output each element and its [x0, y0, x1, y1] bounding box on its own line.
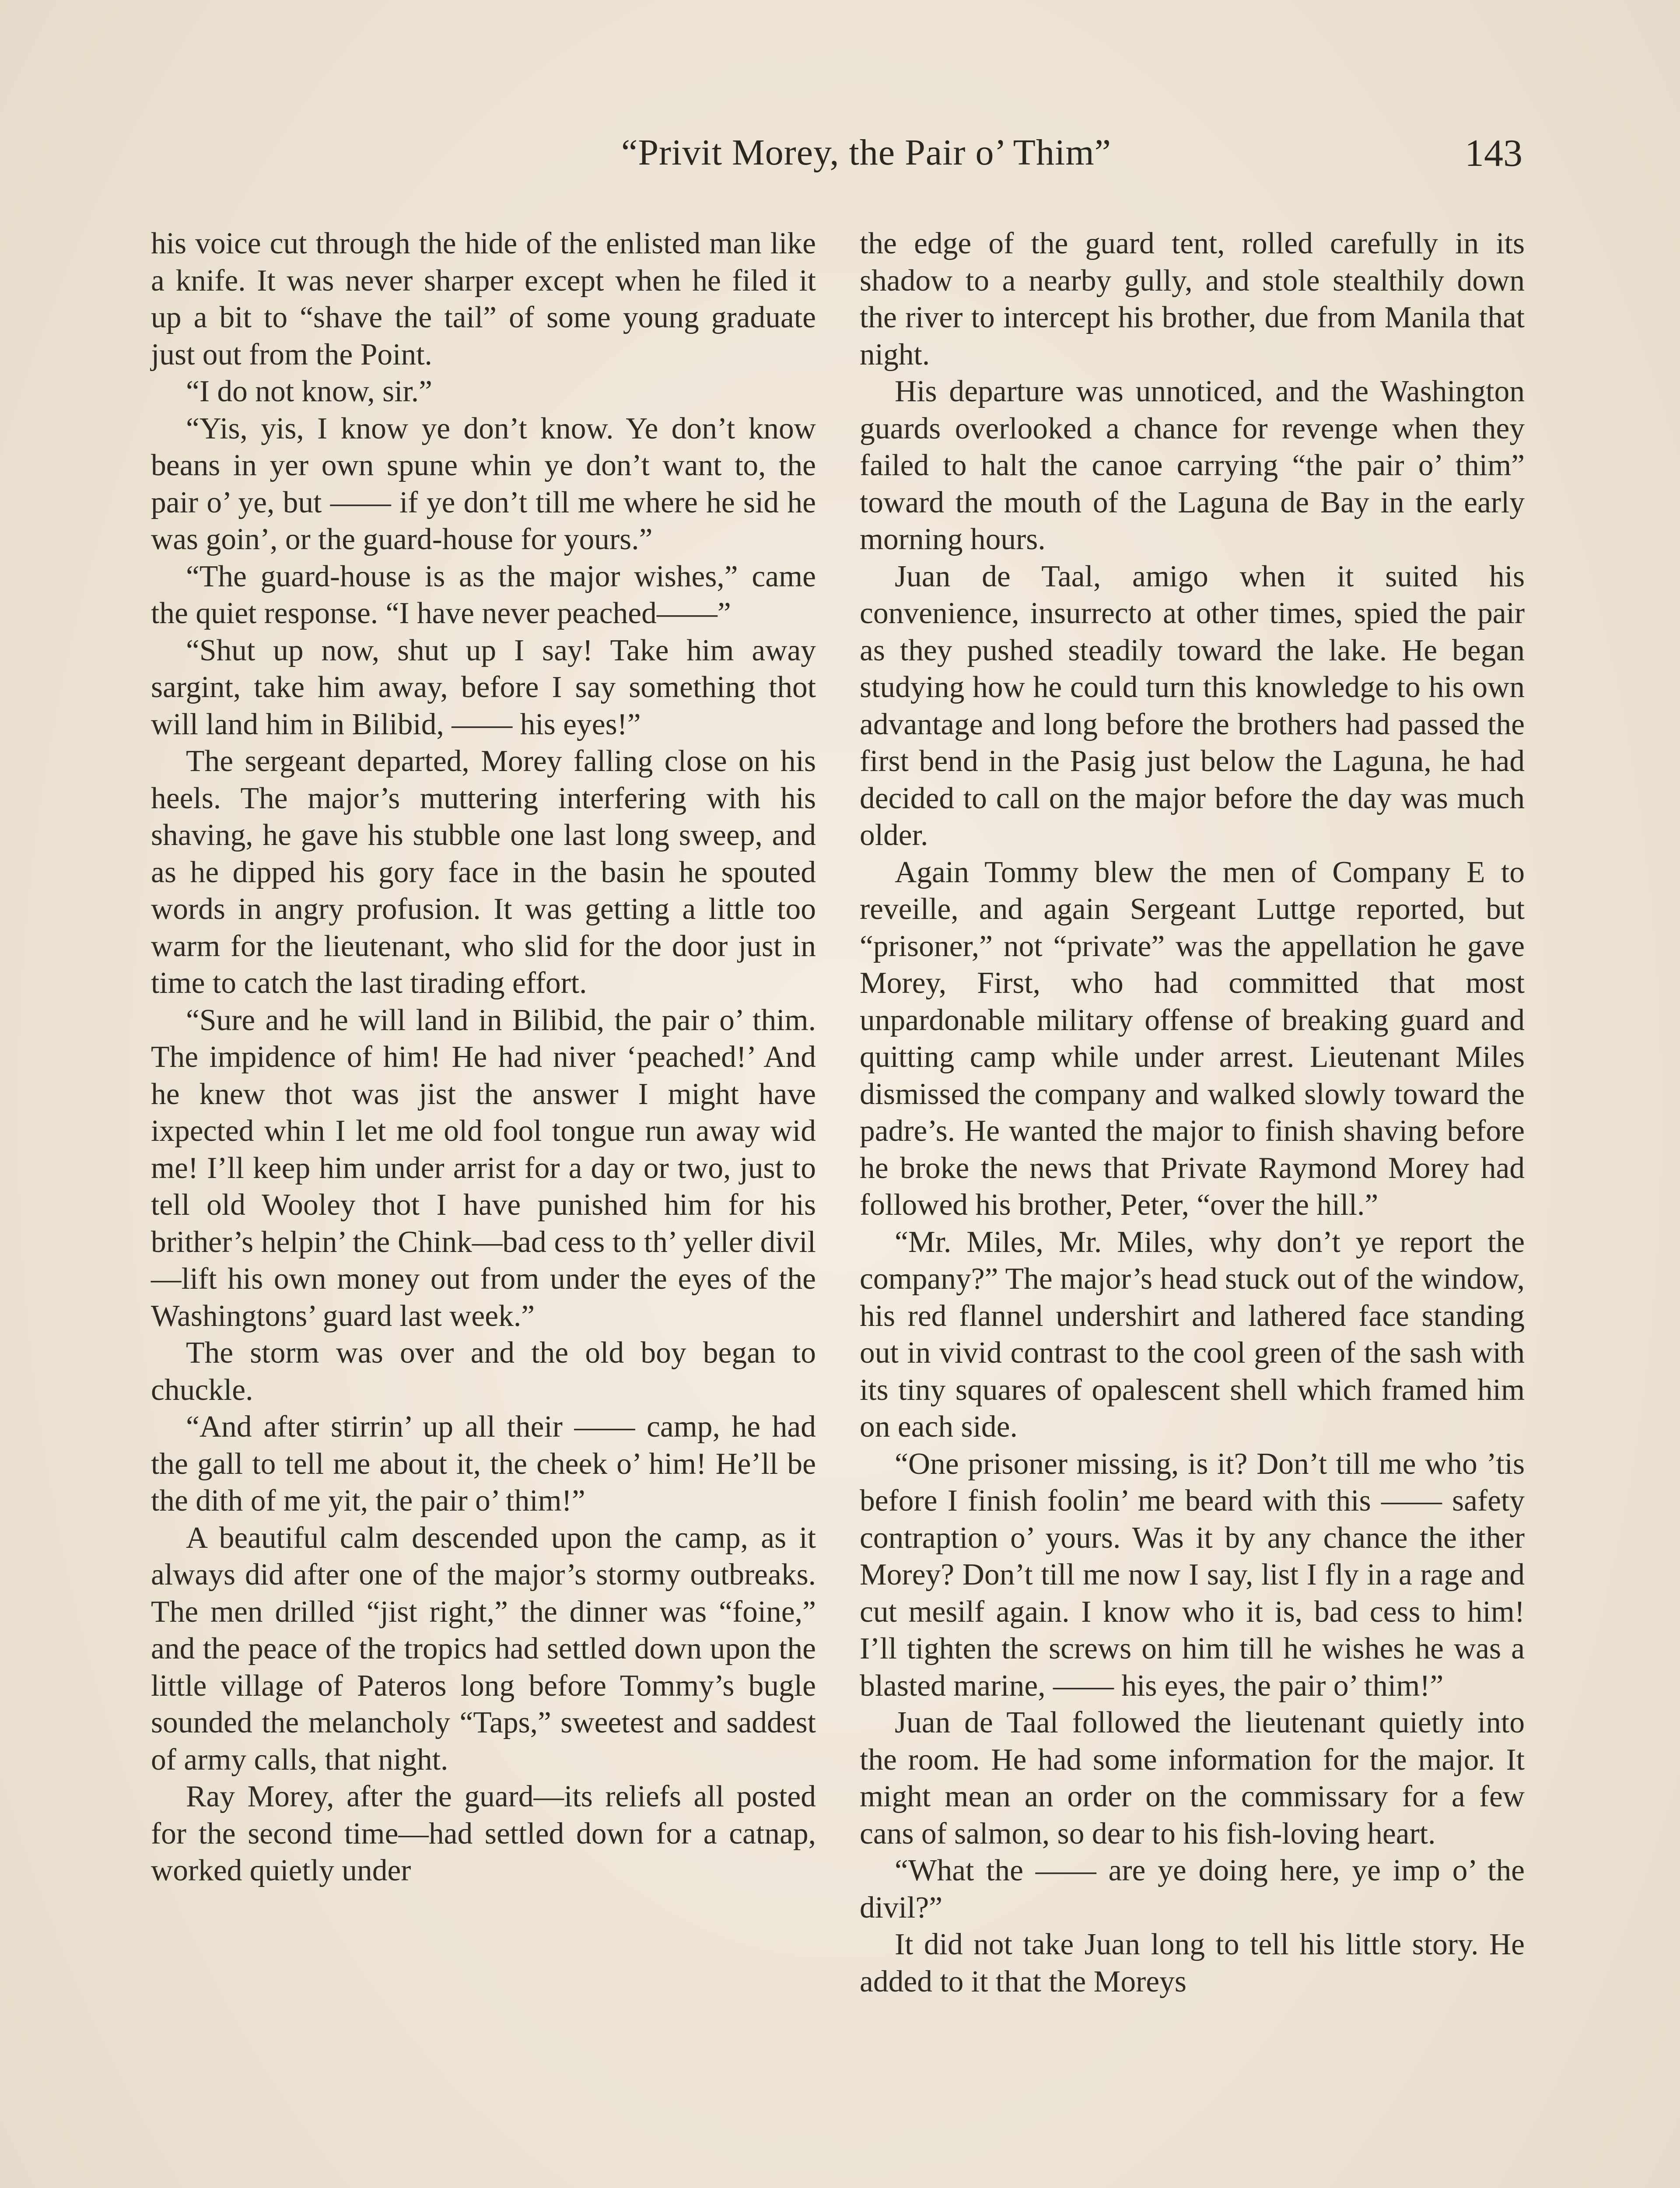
paragraph: The storm was over and the old boy began to chuckle. [151, 1336, 816, 1407]
paragraph: “I do not know, sir.” [186, 375, 432, 408]
right-column [860, 225, 1525, 2000]
paragraph: “One prisoner missing, is it? Don’t till me who ’tis before I finish foolin’ me beard with this —— safety contraption o’ yours. Was it by any chance the ither Morey? Don’t till me now I say, list I fly in a rage and cut mesilf again. I know who it is, bad cess to him! I’ll tighten the screws on him till he wishes he was a blasted marine, —— his eyes, the pair o’ thim!” [860, 1447, 1525, 1703]
paragraph: “The guard-house is as the major wishes,” came the quiet response. “I have never peached——” [151, 559, 816, 630]
left-column [151, 225, 816, 1890]
paragraph: “Shut up now, shut up I say! Take him away sargint, take him away, before I say something thot will land him in Bilibid, —— his eyes!” [151, 633, 816, 741]
paragraph: his voice cut through the hide of the enlisted man like a knife. It was never sharper except when he filed it up a bit to “shave the tail” of some young graduate just out from the Point. [151, 227, 816, 372]
paragraph: “And after stirrin’ up all their —— camp, he had the gall to tell me about it, the cheek o’ him! He’ll be the dith of me yit, the pair o’ thim!” [151, 1410, 816, 1518]
paragraph: It did not take Juan long to tell his little story. He added to it that the Moreys [860, 1928, 1525, 1999]
paragraph: A beautiful calm descended upon the camp, as it always did after one of the major’s stormy outbreaks. The men drilled “jist right,” the dinner was “foine,” and the peace of the tropics had settled down upon the little village of Pateros long before Tommy’s bugle sounded the melancholy “Taps,” sweetest and saddest of army calls, that night. [151, 1521, 816, 1777]
paragraph: Juan de Taal followed the lieutenant quietly into the room. He had some information for the major. It might mean an order on the commissary for a few cans of salmon, so dear to his fish-loving heart. [860, 1706, 1525, 1851]
paragraph: The sergeant departed, Morey falling close on his heels. The major’s muttering interfering with his shaving, he gave his stubble one last long sweep, and as he dipped his gory face in the basin he spouted words in angry profusion. It was getting a little too warm for the lieutenant, who slid for the door just in time to catch the last tirading effort. [151, 744, 816, 1000]
paragraph: His departure was unnoticed, and the Washington guards overlooked a chance for revenge when they failed to halt the canoe carrying “the pair o’ thim” toward the mouth of the Laguna de Bay in the early morning hours. [860, 375, 1525, 556]
paragraph: Again Tommy blew the men of Company E to reveille, and again Sergeant Luttge reported, but “prisoner,” not “private” was the appellation he gave Morey, First, who had committed that most unpardonable military offense of breaking guard and quitting camp while under arrest. Lieutenant Miles dismissed the company and walked slowly toward the padre’s. He wanted the major to finish shaving before he broke the news that Private Raymond Morey had followed his brother, Peter, “over the hill.” [860, 855, 1525, 1222]
paragraph: Ray Morey, after the guard—its reliefs all posted for the second time—had settled down for a catnap, worked quietly under [151, 1780, 816, 1887]
paragraph: “Sure and he will land in Bilibid, the pair o’ thim. The impidence of him! He had niver ‘peached!’ And he knew thot was jist the answer I might have ixpected whin I let me old fool tongue run away wid me! I’ll keep him under arrist for a day or two, just to tell old Wooley thot I have punished him for his brither’s helpin’ the Chink—bad cess to th’ yeller divil—lift his own money out from under the eyes of the Washingtons’ guard last week.” [151, 1003, 816, 1333]
paragraph: “Mr. Miles, Mr. Miles, why don’t ye report the company?” The major’s head stuck out of the window, his red flannel undershirt and lathered face standing out in vivid contrast to the cool green of the sash with its tiny squares of opalescent shell which framed him on each side. [860, 1225, 1525, 1444]
paragraph: “Yis, yis, I know ye don’t know. Ye don’t know beans in yer own spune whin ye don’t want to, the pair o’ ye, but —— if ye don’t till me where he sid he was goin’, or the guard-house for yours.” [151, 411, 816, 556]
running-title: “Privit Morey, the Pair o’ Thim” [621, 132, 1111, 173]
page-number: 143 [1465, 132, 1522, 175]
paragraph: “What the —— are ye doing here, ye imp o’ the divil?” [860, 1854, 1525, 1925]
paragraph: Juan de Taal, amigo when it suited his convenience, insurrecto at other times, spied the pair as they pushed steadily toward the lake. He began studying how he could turn this knowledge to his own advantage and long before the brothers had passed the first bend in the Pasig just below the Laguna, he had decided to call on the major before the day was much older. [860, 559, 1525, 852]
paragraph: the edge of the guard tent, rolled carefully in its shadow to a nearby gully, and stole stealthily down the river to intercept his brother, due from Manila that night. [860, 227, 1525, 372]
